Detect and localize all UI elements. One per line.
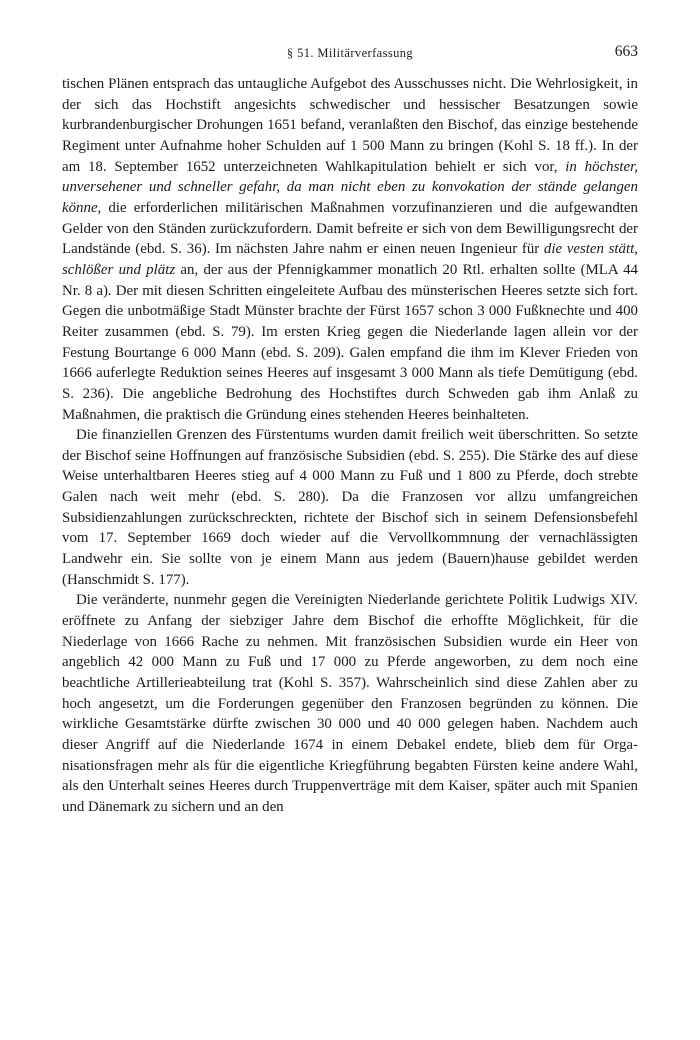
- paragraph-text: Die finanziellen Grenzen des Fürstentums wurden damit freilich weit überschritten. So setzte der Bischof seine Hoffnungen auf französische Subsidien (ebd. S. 255). Die Stärke des auf diese Weise unterhaltbaren Heeres stieg auf 4 000 Mann zu Fuß und 1 800 zu Pferde, doch strebte Galen nach weit mehr (ebd. S. 280). Da die Franzosen vor allzu umfangreichen Subsidienzahlungen zurückschreckten, richtete der Bischof sich in seinem Defensionsbefehl vom 17. September 1669 doch wieder auf die Vervollkommnung der vernachlässigten Landwehr ein. Sie sollte von je einem Mann aus jedem (Bauern)hause gebildet werden (Hanschmidt S. 177).: [62, 427, 638, 588]
- paragraph-3: [62, 590, 638, 817]
- page-number: 663: [614, 43, 638, 60]
- paragraph-text: Die veränderte, nunmehr gegen die Vereinigten Niederlande gerichtete Politik Ludwigs XIV. eröffnete zu Anfang der siebziger Jahre dem Bischof die erhoffte Möglichkeit, für die Niederlage von 1666 Rache zu nehmen. Mit französischen Subsidien wurde ein Heer von angeblich 42 000 Mann zu Fuß und 17 000 zu Pferde angeworben, zu dem noch eine beachtliche Artillerieabteilung trat (Kohl S. 357). Wahrscheinlich sind diese Zahlen aber zu hoch angesetzt, um die Forderungen gegenüber den Franzosen begründen zu können. Die wirkliche Gesamtstärke dürfte zwischen 30 000 und 40 000 gelegen haben. Nachdem auch dieser Angriff auf die Niederlande 1674 in einem Debakel endete, blieb dem für Organisationsfragen mehr als für die eigentliche Kriegführung begabten Fürsten keine andere Wahl, als den Unterhalt seines Heeres durch Truppenverträge mit dem Kaiser, später auch mit Spanien und Dänemark zu sichern und an den: [62, 592, 638, 815]
- quoted-source-text: in höchster, unversehener und schneller gefahr, da man nicht eben zu konvokation der stände gelangen könne,: [62, 158, 638, 216]
- paragraph-2: [62, 425, 638, 590]
- paragraph-text: tischen Plänen entsprach das untaugliche Aufgebot des Ausschusses nicht. Die Wehrlosigkeit, in der sich das Hochstift angesichts schwedischer und hessischer Besatzungen sowie kurbrandenburgischer Drohungen 1651 befand, veranlaßten den Bischof, das einzige bestehende Regiment unter Aufnahme hoher Schulden auf 1 500 Mann zu bringen (Kohl S. 18 ff.). In der am 18. September 1652 unterzeichneten Wahlkapitulation behielt er sich vor,: [62, 76, 638, 175]
- section-title: § 51. Militärverfassung: [286, 46, 414, 60]
- quoted-source-text: die vesten stätt, schlößer und plätz: [62, 241, 638, 278]
- body-text: [62, 74, 638, 818]
- paragraph-1: [62, 74, 638, 425]
- paragraph-text: an, der aus der Pfennigkammer monatlich 20 Rtl. erhalten sollte (MLA 44 Nr. 8 a). Der mit diesen Schritten eingeleitete Aufbau des münsterischen Heeres setzte sich fort. Gegen die unbotmäßige Stadt Münster brachte der Fürst 1657 schon 3 000 Fußknechte und 400 Reiter zusammen (ebd. S. 79). Im ersten Krieg gegen die Niederlande lagen allein vor der Festung Bourtange 6 000 Mann (ebd. S. 209). Galen empfand die ihm im Klever Frieden von 1666 auferlegte Reduktion seines Heeres auf insgesamt 3 000 Mann als tiefe Demütigung (ebd. S. 236). Die angebliche Bedrohung des Hochstiftes durch Schweden gab ihm Anlaß zu Maßnahmen, die praktisch die Gründung eines stehenden Heeres beinhalteten.: [62, 261, 638, 423]
- paragraph-text: die erforderlichen militärischen Maßnahmen vorzufinanzieren und die aufgewandten Gelder von den Ständen zurückzufordern. Damit befreite er sich von dem Bewilligungsrecht der Landstände (ebd. S. 36). Im nächsten Jahre nahm er einen neuen Ingenieur für: [62, 199, 638, 258]
- running-header: [62, 40, 638, 64]
